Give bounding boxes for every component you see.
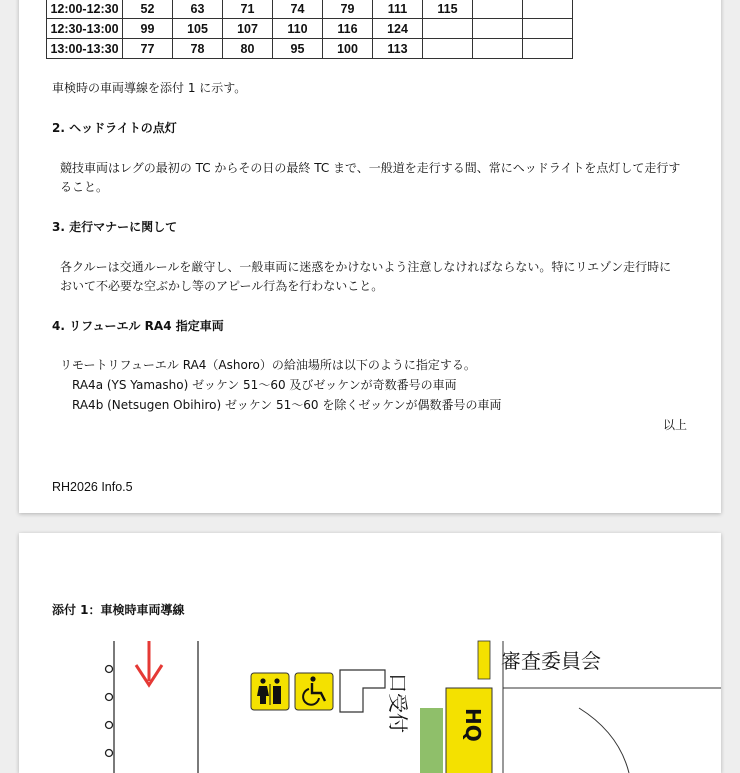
number-cell: 63 [173,0,223,19]
annex-title: 添付 1：車検時車両導線 [52,603,185,617]
number-cell: 71 [223,0,273,19]
closing-text: 以上 [662,418,687,432]
road-markers [106,666,113,757]
number-cell: 79 [323,0,373,19]
number-cell: 77 [123,39,173,59]
number-cell: 52 [123,0,173,19]
number-cell: 78 [173,39,223,59]
number-cell: 113 [373,39,423,59]
number-cell: 74 [273,0,323,19]
number-cell [523,0,573,19]
schedule-table [46,0,573,59]
number-cell: 80 [223,39,273,59]
number-cell [423,39,473,59]
reception-label: 口受付 [386,673,410,733]
number-cell: 111 [373,0,423,19]
section-4-heading: 4. リフューエル RA4 指定車両 [52,319,224,333]
number-cell: 110 [273,19,323,39]
section-4-line-3: RA4b (Netsugen Obihiro) ゼッケン 51〜60 を除くゼッケンが偶数番号の車両 [72,398,502,412]
section-3-line-1: 各クルーは交通ルールを厳守し、一般車両に迷惑をかけないよう注意しなければならない。特にリエゾン走行時に [60,260,672,274]
section-3-heading: 3. 走行マナーに関して [52,220,178,234]
green-area [420,708,443,773]
number-cell [523,39,573,59]
time-slot-cell: 13:00-13:30 [47,39,123,59]
toilet-icon [251,673,289,710]
committee-label: 審査委員会 [501,649,601,673]
hq-label: HQ [461,708,485,742]
time-slot-cell: 12:30-13:00 [47,19,123,39]
number-cell: 124 [373,19,423,39]
number-cell: 116 [323,19,373,39]
number-cell: 100 [323,39,373,59]
table-row [47,19,573,39]
number-cell: 95 [273,39,323,59]
section-2-line-1: 競技車両はレグの最初の TC からその日の最終 TC まで、一般道を走行する間、常にヘッドライトを点灯して走行す [60,161,681,175]
building-outline [340,670,385,712]
yellow-marker [478,641,490,679]
number-cell: 107 [223,19,273,39]
number-cell [473,0,523,19]
section-2-line-2: ること。 [60,180,109,194]
time-slot-cell: 12:00-12:30 [47,0,123,19]
document-page-2 [19,533,721,773]
section-3-line-2: おいて不必要な空ぶかし等のアピール行為を行わないこと。 [60,279,384,293]
vehicle-route-diagram [19,533,721,773]
number-cell [473,39,523,59]
table-row [47,39,573,59]
annex-note: 車検時の車両導線を添付 1 に示す。 [52,81,247,95]
number-cell [423,19,473,39]
number-cell [473,19,523,39]
section-4-line-2: RA4a (YS Yamasho) ゼッケン 51〜60 及びゼッケンが奇数番号の車両 [72,378,457,392]
footer-doc-id: RH2026 Info.5 [52,480,133,494]
table-row [47,0,573,19]
section-2-heading: 2. ヘッドライトの点灯 [52,121,177,135]
number-cell: 99 [123,19,173,39]
number-cell: 105 [173,19,223,39]
down-arrow-icon [136,641,162,685]
number-cell: 115 [423,0,473,19]
wheelchair-icon [295,673,333,710]
section-4-line-1: リモートリフューエル RA4（Ashoro）の給油場所は以下のように指定する。 [60,358,476,372]
document-page-1 [19,0,721,513]
number-cell [523,19,573,39]
